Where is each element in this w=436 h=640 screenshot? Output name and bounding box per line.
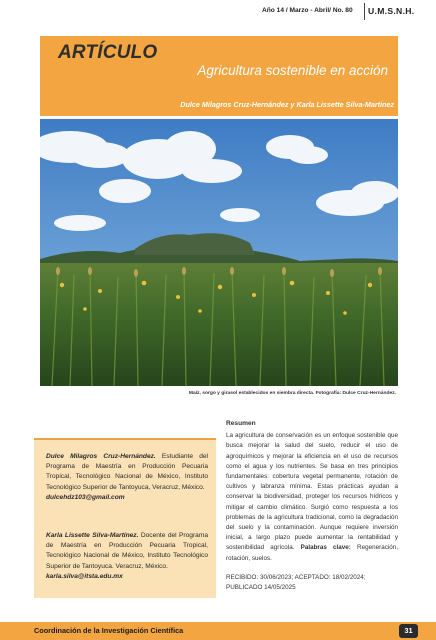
author-entry xyxy=(46,531,208,582)
dates-published: PUBLICADO 14/05/2025 xyxy=(226,584,296,592)
author-name: Karla Lissette Silva-Martínez. xyxy=(46,532,139,539)
issue-info: Año 14 / Marzo - Abril/ No. 80 xyxy=(262,7,353,14)
author-email[interactable]: dulcehdz103@gmail.com xyxy=(46,493,125,501)
abstract-text xyxy=(226,431,398,564)
header-divider xyxy=(364,3,365,20)
author-description: Estudiante del Programa de Maestría en Producción Pecuaria Tropical, Tecnológico Nacional de México, Instituto Tecnológico Superior de Tantoyuca, Veracruz, México. xyxy=(46,453,208,491)
field-photo-illustration xyxy=(40,119,398,386)
publisher-name: U.M.S.N.H. xyxy=(368,6,415,16)
keywords-label: Palabras clave: xyxy=(300,544,351,552)
abstract-heading: Resumen xyxy=(226,420,256,427)
author-name: Dulce Milagros Cruz-Hernández. xyxy=(46,453,156,460)
article-title: Agricultura sostenible en acción xyxy=(197,63,388,78)
section-label: ARTÍCULO xyxy=(58,42,158,63)
abstract-section xyxy=(226,419,398,593)
publication-dates xyxy=(226,573,398,593)
abstract-body: La agricultura de conservación es un enfoque sostenible que busca mejorar la salud del suelo, reducir el uso de agroquímicos y mejorar la eficiencia en el uso de recursos como el agua y los nutrientes. Se basa en tres principios fundamentales: cobertura vegetal permanente, rotación de cultivos y labranza mínima. Estas prácticas ayudan a conservar la biodiversidad, proteger los recursos hídricos y mitigar el cambio climático. Surgió como respuesta a los problemas de la agricultura tradicional, como la degradación del suelo y la contaminación. Aunque requiere inversión inicial, a largo plazo puede aumentar la rentabilidad y sostenibilidad agrícola. xyxy=(226,432,398,552)
dates-received-accepted: RECIBIDO: 30/06/2023; ACEPTADO: 18/02/2024; xyxy=(226,573,366,581)
crop-field xyxy=(40,263,398,386)
author-email[interactable]: karla.silva@itsta.edu.mx xyxy=(46,572,123,580)
author-entry xyxy=(46,452,208,503)
photo-caption: Maíz, sorgo y girasol establecidos en siembra directa. Fotografía: Dulce Cruz-Hernández. xyxy=(188,391,396,396)
author-description: Docente del Programa de Maestría en Producción Pecuaria Tropical, Tecnológico Nacional de México, Instituto Tecnológico Superior de Tantoyuca. Veracruz, México. xyxy=(46,532,208,570)
article-authors: Dulce Milagros Cruz-Hernández y Karla Lissette Silva-Martínez xyxy=(180,100,394,109)
footer-text: Coordinación de la Investigación Científica xyxy=(34,626,184,635)
author-info-box xyxy=(34,438,216,598)
field-photo xyxy=(40,119,398,386)
keywords: Regeneración, rotación, suelos. xyxy=(226,544,399,562)
page-number: 31 xyxy=(399,624,418,638)
